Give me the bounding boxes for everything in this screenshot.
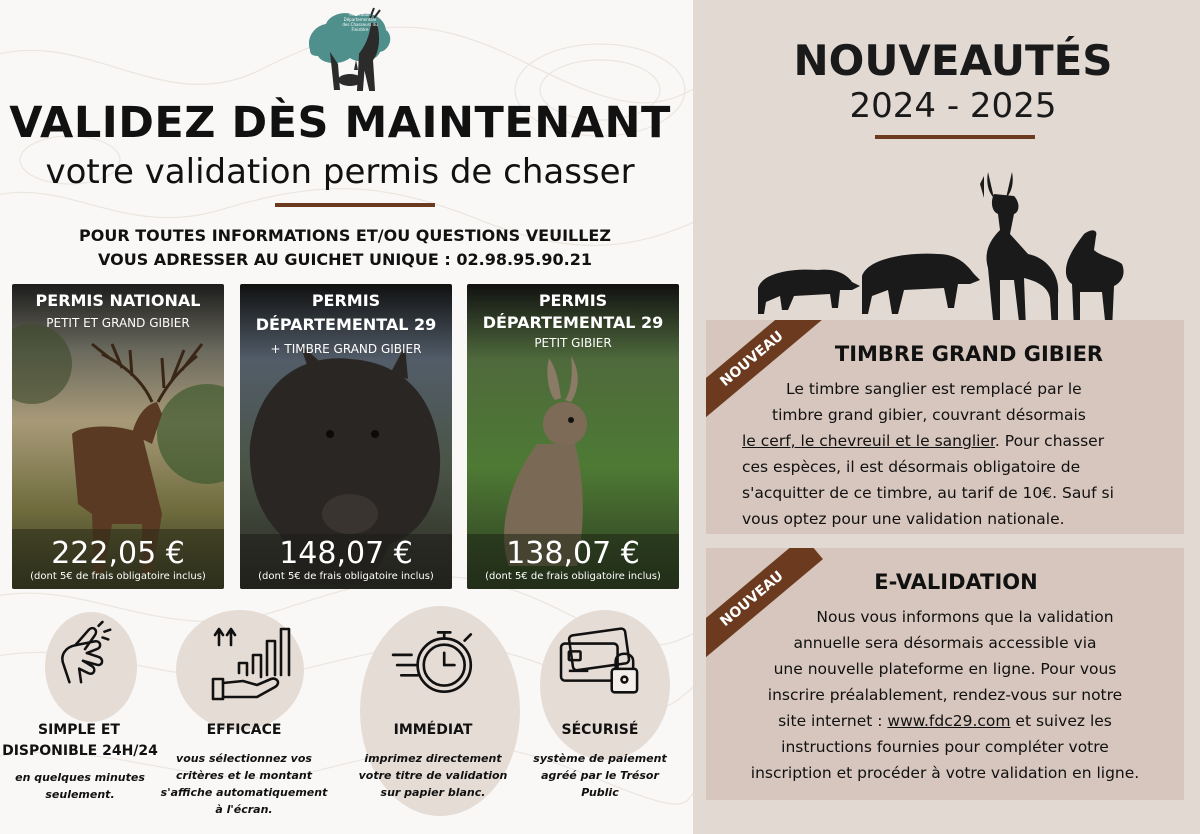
news-divider	[875, 135, 1035, 139]
news-panel	[693, 0, 1200, 834]
box-body: Nous vous informons que la validation annuelle sera désormais accessible via une nouvelle plateforme en ligne. Pour vous inscrire préalablement, rendez-vous sur notre site internet : www.fdc29.com et suivez les instructions fournies pour compléter votre inscription et procéder à votre validation en ligne.	[750, 608, 1140, 782]
news-box-evalidation	[706, 548, 1184, 800]
logo-caption: Fédération Départementale des Chasseurs du Finistère	[342, 12, 378, 32]
card-title-line2: DÉPARTEMENTAL 29	[255, 315, 437, 334]
feature-description: vous sélectionnez vos critères et le montant s'affiche automatiquement à l'écran.	[160, 752, 328, 816]
feature-title: EFFICACE	[206, 722, 282, 738]
growth-chart-hand-icon	[209, 622, 299, 704]
feature-title: IMMÉDIAT	[393, 722, 473, 738]
card-title: PERMIS	[538, 291, 608, 310]
card-price: 148,07 €	[279, 536, 413, 571]
card-price-note: (dont 5€ de frais obligatoire inclus)	[30, 571, 206, 582]
info-line-1: POUR TOUTES INFORMATIONS ET/OU QUESTIONS VEUILLEZ	[79, 226, 611, 245]
card-price-note: (dont 5€ de frais obligatoire inclus)	[258, 571, 434, 582]
news-title: NOUVEAUTÉS	[793, 36, 1113, 85]
card-price: 138,07 €	[506, 536, 640, 571]
page-title: VALIDEZ DÈS MAINTENANT	[9, 98, 671, 148]
permit-card-departemental-petit-gibier[interactable]	[467, 284, 679, 589]
card-price-note: (dont 5€ de frais obligatoire inclus)	[485, 571, 661, 582]
info-line-2: VOUS ADRESSER AU GUICHET UNIQUE : 02.98.95.90.21	[98, 250, 592, 269]
card-subtitle: PETIT ET GRAND GIBIER	[46, 316, 190, 330]
feature-description: en quelques minutes seulement.	[15, 771, 145, 801]
card-title-line2: DÉPARTEMENTAL 29	[482, 313, 664, 332]
new-ribbon: NOUVEAU	[706, 320, 823, 422]
box-title: E-VALIDATION	[874, 570, 1038, 594]
feature-title-line2: DISPONIBLE 24H/24	[2, 743, 158, 759]
news-box-timbre	[706, 320, 1184, 534]
new-ribbon: NOUVEAU	[706, 548, 823, 662]
secure-card-icon	[555, 626, 647, 704]
feature-description: imprimez directement votre titre de validation sur papier blanc.	[358, 752, 508, 799]
species-link[interactable]: le cerf, le chevreuil et le sanglier	[742, 432, 995, 450]
card-title: PERMIS	[311, 291, 381, 310]
hand-snap-icon	[50, 618, 118, 690]
box-body: Le timbre sanglier est remplacé par le timbre grand gibier, couvrant désormais le cerf, le chevreuil et le sanglier. Pour chasser ces espèces, il est désormais obligatoire de s'acquitter de ce timbre, au tarif de 10€. Sauf si vous optez pour une validation nationale.	[742, 380, 1114, 528]
feature-description: système de paiement agréé par le Trésor Public	[533, 752, 667, 799]
card-title: PERMIS NATIONAL	[35, 291, 201, 310]
page-subtitle: votre validation permis de chasser	[45, 152, 635, 192]
news-year: 2024 - 2025	[849, 86, 1057, 126]
permit-card-departemental-grand-gibier[interactable]	[240, 284, 452, 589]
card-subtitle: PETIT GIBIER	[534, 336, 612, 350]
website-link[interactable]: www.fdc29.com	[887, 712, 1011, 730]
permit-card-national[interactable]	[12, 284, 224, 589]
card-price: 222,05 €	[51, 536, 185, 571]
game-silhouettes-illustration	[748, 158, 1148, 338]
feature-title: SÉCURISÉ	[561, 722, 639, 738]
stopwatch-icon	[389, 620, 481, 702]
title-divider	[275, 203, 435, 207]
card-subtitle: + TIMBRE GRAND GIBIER	[270, 342, 422, 356]
feature-title: SIMPLE ET	[38, 722, 120, 738]
box-title: TIMBRE GRAND GIBIER	[834, 342, 1104, 366]
